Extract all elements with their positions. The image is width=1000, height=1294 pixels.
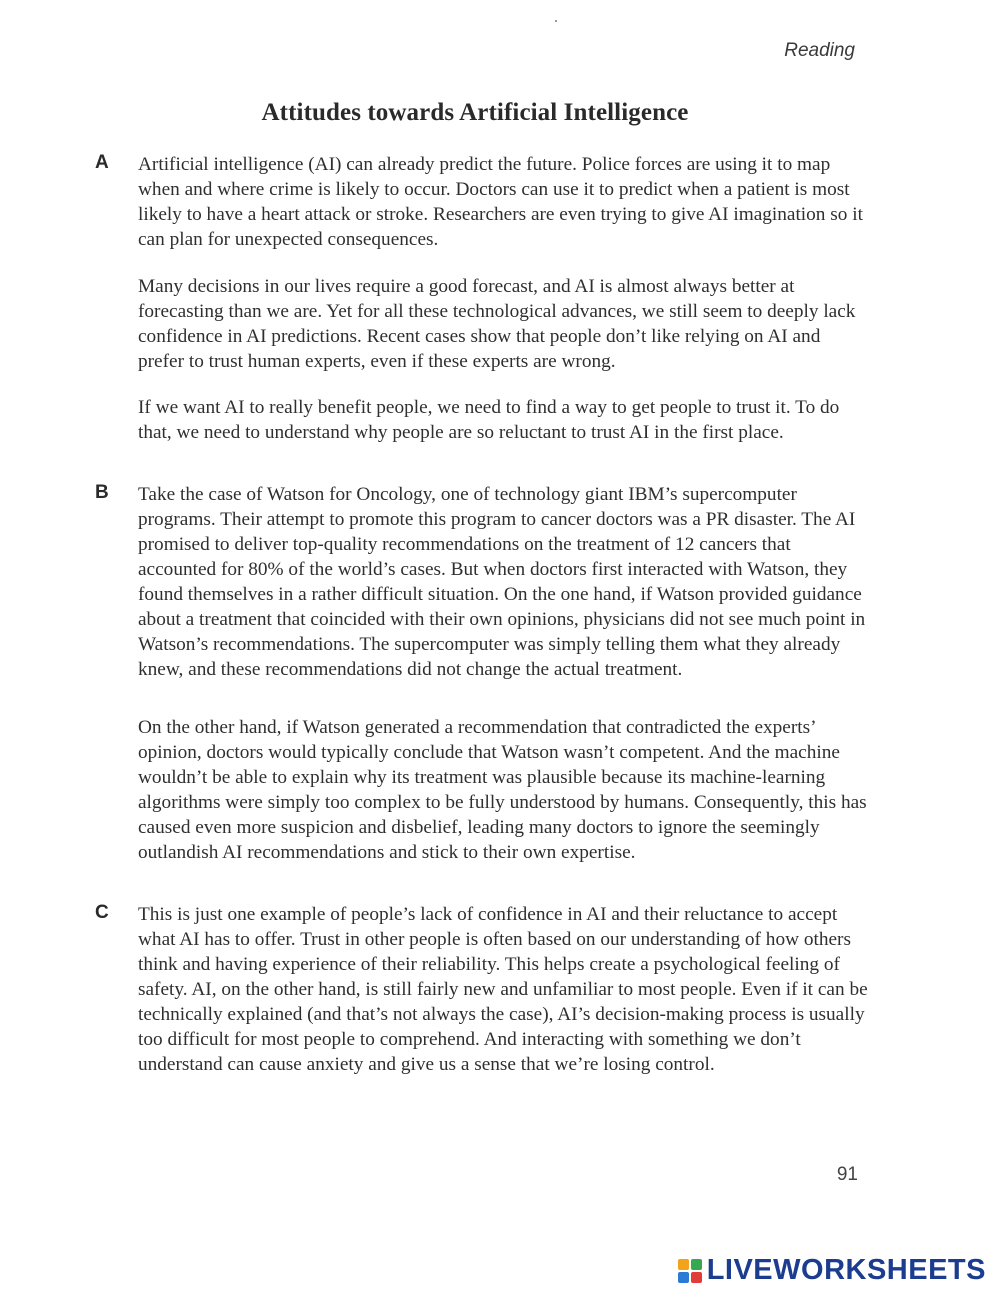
liveworksheets-brand: LIVEWORKSHEETS	[706, 1254, 986, 1286]
section-letter: C	[95, 902, 109, 923]
paragraph: On the other hand, if Watson generated a recommendation that contradicted the experts’ opinion, doctors would typically conclude that Watson wasn’t competent. And the machine wouldn’t be able to explain why its treatment was plausible because its machine-learning algorithms were simply too complex to be fully understood by humans. Consequently, this has caused even more suspicion and disbelief, leading many doctors to ignore the seemingly outlandish AI recommendations and stick to their own expertise.	[138, 717, 867, 863]
article-title-text: Attitudes towards Artificial Intelligence	[261, 99, 689, 126]
logo-square-icon	[691, 1272, 702, 1283]
section-letter: A	[95, 152, 109, 173]
logo-square-icon	[678, 1259, 689, 1270]
paragraph: Many decisions in our lives require a good forecast, and AI is almost always better at forecasting than we are. Yet for all these technological advances, we still seem to deeply lack confidence in AI predictions. Recent cases show that people don’t like relying on AI and prefer to trust human experts, even if these experts are wrong.	[138, 276, 856, 372]
paragraph: Artificial intelligence (AI) can already predict the future. Police forces are using it to map when and where crime is likely to occur. Doctors can use it to predict when a patient is most likely to have a heart attack or stroke. Researchers are even trying to give AI imagination so it can plan for unexpected consequences.	[138, 154, 863, 250]
logo-square-icon	[678, 1272, 689, 1283]
page-number: 91	[836, 1164, 858, 1185]
paragraph: If we want AI to really benefit people, we need to find a way to get people to trust it. To do that, we need to understand why people are so reluctant to trust AI in the first place.	[138, 397, 840, 443]
article-title	[0, 99, 1000, 127]
paragraph: Take the case of Watson for Oncology, one of technology giant IBM’s supercomputer programs. Their attempt to promote this program to cancer doctors was a PR disaster. The AI promised to deliver top-quality recommendations on the treatment of 12 cancers that accounted for 80% of the world’s cases. But when doctors first interacted with Watson, they found themselves in a rather difficult situation. On the one hand, if Watson provided guidance about a treatment that coincided with their own opinions, physicians did not see much point in Watson’s recommendations. The supercomputer was simply telling them what they already knew, and these recommendations did not change the actual treatment.	[138, 484, 866, 680]
section-letter: B	[95, 482, 109, 503]
scan-speck	[555, 20, 557, 22]
section-label: Reading	[784, 40, 855, 61]
liveworksheets-icon	[678, 1259, 702, 1283]
logo-square-icon	[691, 1259, 702, 1270]
paragraph: This is just one example of people’s lack of confidence in AI and their reluctance to accept what AI has to offer. Trust in other people is often based on our understanding of how others think and having experience of their reliability. This helps create a psychological feeling of safety. AI, on the other hand, is still fairly new and unfamiliar to most people. Even if it can be technically explained (and that’s not always the case), AI’s decision-making process is usually too difficult for most people to comprehend. And interacting with something we don’t understand can cause anxiety and give us a sense that we’re losing control.	[138, 904, 868, 1075]
liveworksheets-logo[interactable]	[678, 1254, 986, 1287]
